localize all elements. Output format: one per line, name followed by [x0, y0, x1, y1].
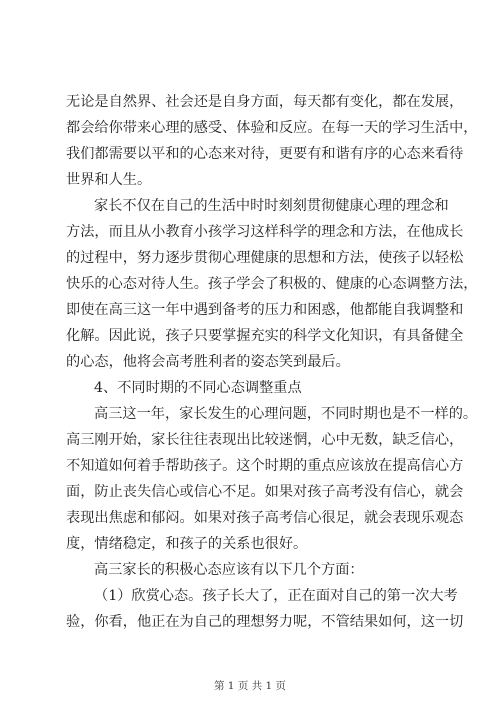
paragraph-line: 化解。因此说，孩子只要掌握充实的科学文化知识，有具备健全 — [66, 328, 464, 344]
paragraph-line: 家长不仅在自己的生活中时时刻刻贯彻健康心理的理念和 — [94, 198, 449, 214]
paragraph-line: 表现出焦虑和郁闷。如果对孩子高考信心很足，就会表现乐观态 — [66, 510, 464, 526]
paragraph-line: 无论是自然界、社会还是自身方面，每天都有变化，都在发展， — [66, 94, 464, 110]
paragraph-line: 验，你看，他正在为自己的理想努力呢，不管结果如何，这一切 — [66, 614, 464, 630]
paragraph-line: 不知道如何着手帮助孩子。这个时期的重点应该放在提高信心方 — [66, 458, 464, 474]
paragraph-line: 高三刚开始，家长往往表现出比较迷惘，心中无数，缺乏信心， — [66, 432, 464, 448]
paragraph-line: 快乐的心态对待人生。孩子学会了积极的、健康的心态调整方法， — [66, 276, 478, 292]
paragraph-line: 世界和人生。 — [66, 172, 152, 188]
section-heading: 4、不同时期的不同心态调整重点 — [94, 380, 302, 396]
paragraph-line: 都会给你带来心理的感受、体验和反应。在每一天的学习生活中， — [66, 120, 478, 136]
paragraph-line: 我们都需要以平和的心态来对待，更要有和谐有序的心态来看待 — [66, 146, 464, 162]
paragraph-line: 的过程中，努力逐步贯彻心理健康的思想和方法，使孩子以轻松 — [66, 250, 464, 266]
paragraph-line: 方法，而且从小教育小孩学习这样科学的理念和方法，在他成长 — [66, 224, 464, 240]
paragraph-line: 的心态，他将会高考胜利者的姿态笑到最后。 — [66, 354, 350, 370]
paragraph-line: 即使在高三这一年中遇到备考的压力和困惑，他都能自我调整和 — [66, 302, 464, 318]
paragraph-line: 面，防止丧失信心或信心不足。如果对孩子高考没有信心，就会 — [66, 484, 464, 500]
paragraph-line: （1）欣赏心态。孩子长大了，正在面对自己的第一次大考 — [94, 588, 458, 604]
page-footer: 第 1 页 共 1 页 — [213, 680, 287, 692]
paragraph-line: 度，情绪稳定，和孩子的关系也很好。 — [66, 536, 308, 552]
paragraph-line: 高三这一年，家长发生的心理问题，不同时期也是不一样的。 — [94, 406, 478, 422]
paragraph-line: 高三家长的积极心态应该有以下几个方面： — [94, 562, 364, 578]
